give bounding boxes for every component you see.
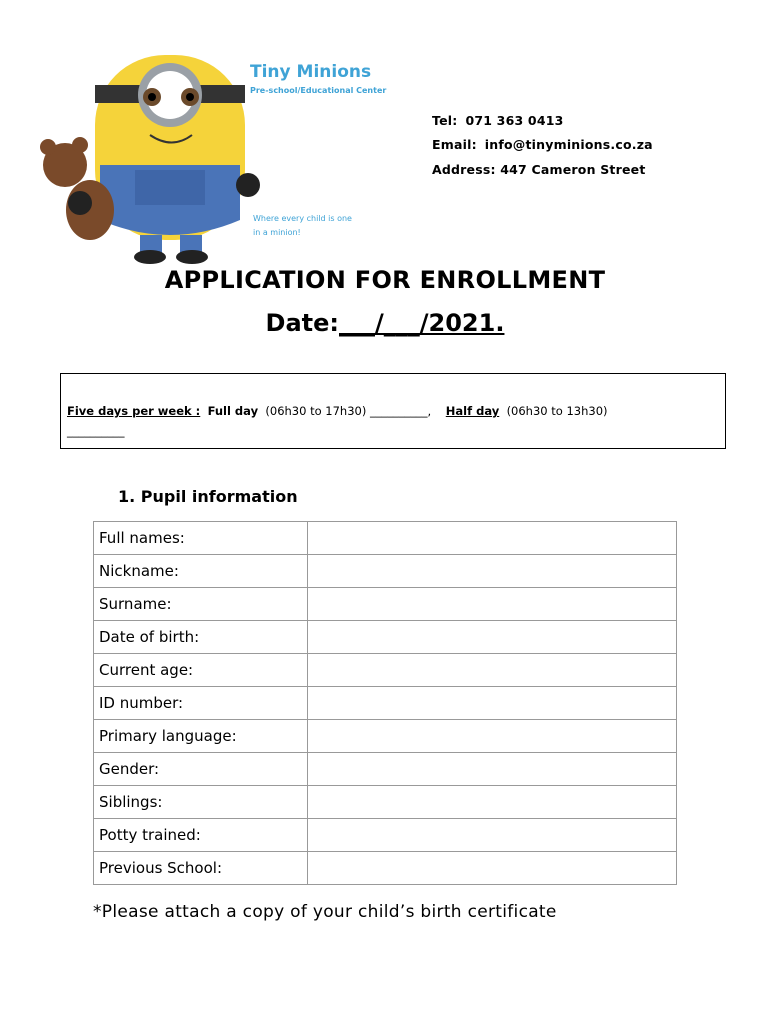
- date-line: [0, 309, 770, 337]
- field-input[interactable]: [308, 819, 677, 852]
- email-label: Email:: [432, 137, 477, 152]
- pupil-information-table: [93, 521, 677, 885]
- email-value[interactable]: info@tinyminions.co.za: [484, 137, 653, 152]
- five-days-label: Five days per week :: [67, 404, 201, 418]
- tel-value: 071 363 0413: [465, 113, 564, 128]
- birth-certificate-note: *Please attach a copy of your child’s birth certificate: [93, 902, 557, 922]
- attendance-options-line: [67, 404, 608, 418]
- address-label: Address:: [432, 162, 496, 177]
- table-row: [94, 588, 677, 621]
- table-row: [94, 621, 677, 654]
- field-input[interactable]: [308, 687, 677, 720]
- table-row: [94, 687, 677, 720]
- contact-telephone: [432, 113, 564, 128]
- field-input[interactable]: [308, 621, 677, 654]
- field-input[interactable]: [308, 654, 677, 687]
- field-input[interactable]: [308, 786, 677, 819]
- field-input[interactable]: [308, 720, 677, 753]
- half-day-hours: (06h30 to 13h30): [506, 404, 608, 418]
- half-day-blank[interactable]: __________: [67, 424, 125, 438]
- page-title: APPLICATION FOR ENROLLMENT: [164, 266, 606, 294]
- field-label: Siblings:: [94, 786, 308, 819]
- tel-label: Tel:: [432, 113, 458, 128]
- field-label: Date of birth:: [94, 621, 308, 654]
- field-label: Primary language:: [94, 720, 308, 753]
- field-label: Previous School:: [94, 852, 308, 885]
- full-day-hours[interactable]: (06h30 to 17h30) __________,: [265, 404, 432, 418]
- date-label: Date:: [265, 309, 339, 337]
- full-day-label: Full day: [207, 404, 259, 418]
- address-value: 447 Cameron Street: [500, 162, 646, 177]
- table-row: [94, 819, 677, 852]
- table-row: [94, 753, 677, 786]
- table-row: [94, 720, 677, 753]
- contact-email: [432, 137, 653, 152]
- field-input[interactable]: [308, 852, 677, 885]
- brand-name: Tiny Minions: [250, 62, 372, 82]
- brand-subtitle: Pre-school/Educational Center: [250, 86, 387, 95]
- table-row: [94, 852, 677, 885]
- table-row: [94, 786, 677, 819]
- field-label: Gender:: [94, 753, 308, 786]
- table-row: [94, 654, 677, 687]
- brand-tagline-line2: in a minion!: [253, 228, 301, 237]
- date-blank[interactable]: ___/___/2021.: [339, 309, 505, 337]
- half-day-label: Half day: [445, 404, 500, 418]
- attendance-options-box: [60, 373, 726, 449]
- contact-address: [432, 162, 646, 177]
- table-row: [94, 555, 677, 588]
- field-input[interactable]: [308, 588, 677, 621]
- field-label: Surname:: [94, 588, 308, 621]
- field-input[interactable]: [308, 753, 677, 786]
- field-label: Potty trained:: [94, 819, 308, 852]
- field-label: Current age:: [94, 654, 308, 687]
- field-label: Nickname:: [94, 555, 308, 588]
- field-label: Full names:: [94, 522, 308, 555]
- field-label: ID number:: [94, 687, 308, 720]
- field-input[interactable]: [308, 522, 677, 555]
- brand-tagline-line1: Where every child is one: [253, 214, 352, 223]
- section-title-pupil-information: 1. Pupil information: [118, 487, 298, 506]
- table-row: [94, 522, 677, 555]
- field-input[interactable]: [308, 555, 677, 588]
